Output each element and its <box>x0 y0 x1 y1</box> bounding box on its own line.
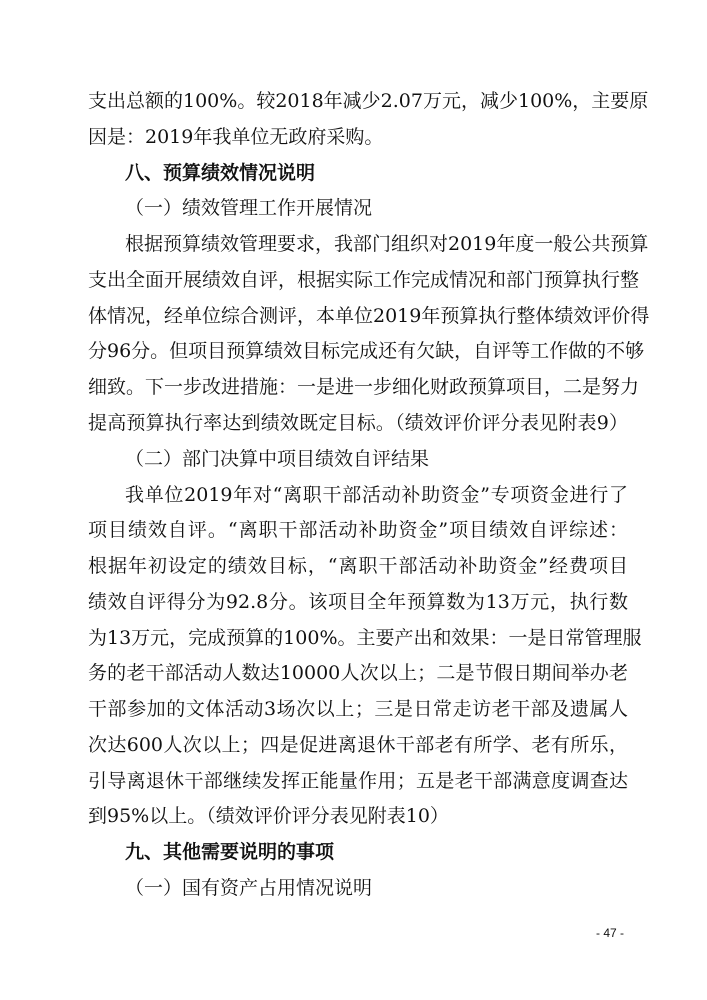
paragraph-line: 干部参加的文体活动3场次以上；三是日常走访老干部及遗属人 <box>88 698 628 720</box>
subsection-heading: （一）国有资产占用情况说明 <box>125 877 373 899</box>
paragraph-line: 因是：2019年我单位无政府采购。 <box>88 126 384 148</box>
paragraph-line: 支出总额的100%。较2018年减少2.07万元，减少100%，主要原 <box>88 90 649 112</box>
section-heading: 九、其他需要说明的事项 <box>125 841 335 863</box>
subsection-heading: （一）绩效管理工作开展情况 <box>125 197 373 219</box>
subsection-heading: （二）部门决算中项目绩效自评结果 <box>125 448 430 470</box>
paragraph-line: 体情况，经单位综合测评，本单位2019年预算执行整体绩效评价得 <box>88 305 650 327</box>
paragraph-line: 引导离退休干部继续发挥正能量作用；五是老干部满意度调查达 <box>88 770 628 792</box>
page-number: - 47 - <box>596 926 625 940</box>
paragraph-line: 项目绩效自评。“离职干部活动补助资金”项目绩效自评综述： <box>88 519 628 541</box>
paragraph-line: 根据年初设定的绩效目标，“离职干部活动补助资金”经费项目 <box>88 555 628 577</box>
section-heading: 八、预算绩效情况说明 <box>125 162 316 184</box>
paragraph-line: 绩效自评得分为92.8分。该项目全年预算数为13万元，执行数 <box>88 591 628 613</box>
paragraph-line: 细致。下一步改进措施：一是进一步细化财政预算项目，二是努力 <box>88 376 640 398</box>
paragraph-line: 次达600人次以上；四是促进离退休干部老有所学、老有所乐， <box>88 734 628 756</box>
paragraph-line: 到95%以上。（绩效评价评分表见附表10） <box>88 805 449 827</box>
paragraph-line: 我单位2019年对“离职干部活动补助资金”专项资金进行了 <box>125 484 628 506</box>
paragraph-line: 务的老干部活动人数达10000人次以上；二是节假日期间举办老 <box>88 662 628 684</box>
paragraph-line: 支出全面开展绩效自评，根据实际工作完成情况和部门预算执行整 <box>88 269 640 291</box>
paragraph-line: 分96分。但项目预算绩效目标完成还有欠缺，自评等工作做的不够 <box>88 340 645 362</box>
paragraph-line: 根据预算绩效管理要求，我部门组织对2019年度一般公共预算 <box>125 233 649 255</box>
paragraph-line: 提高预算执行率达到绩效既定目标。（绩效评价评分表见附表9） <box>88 412 628 434</box>
paragraph-line: 为13万元，完成预算的100%。主要产出和效果：一是日常管理服 <box>88 627 642 649</box>
